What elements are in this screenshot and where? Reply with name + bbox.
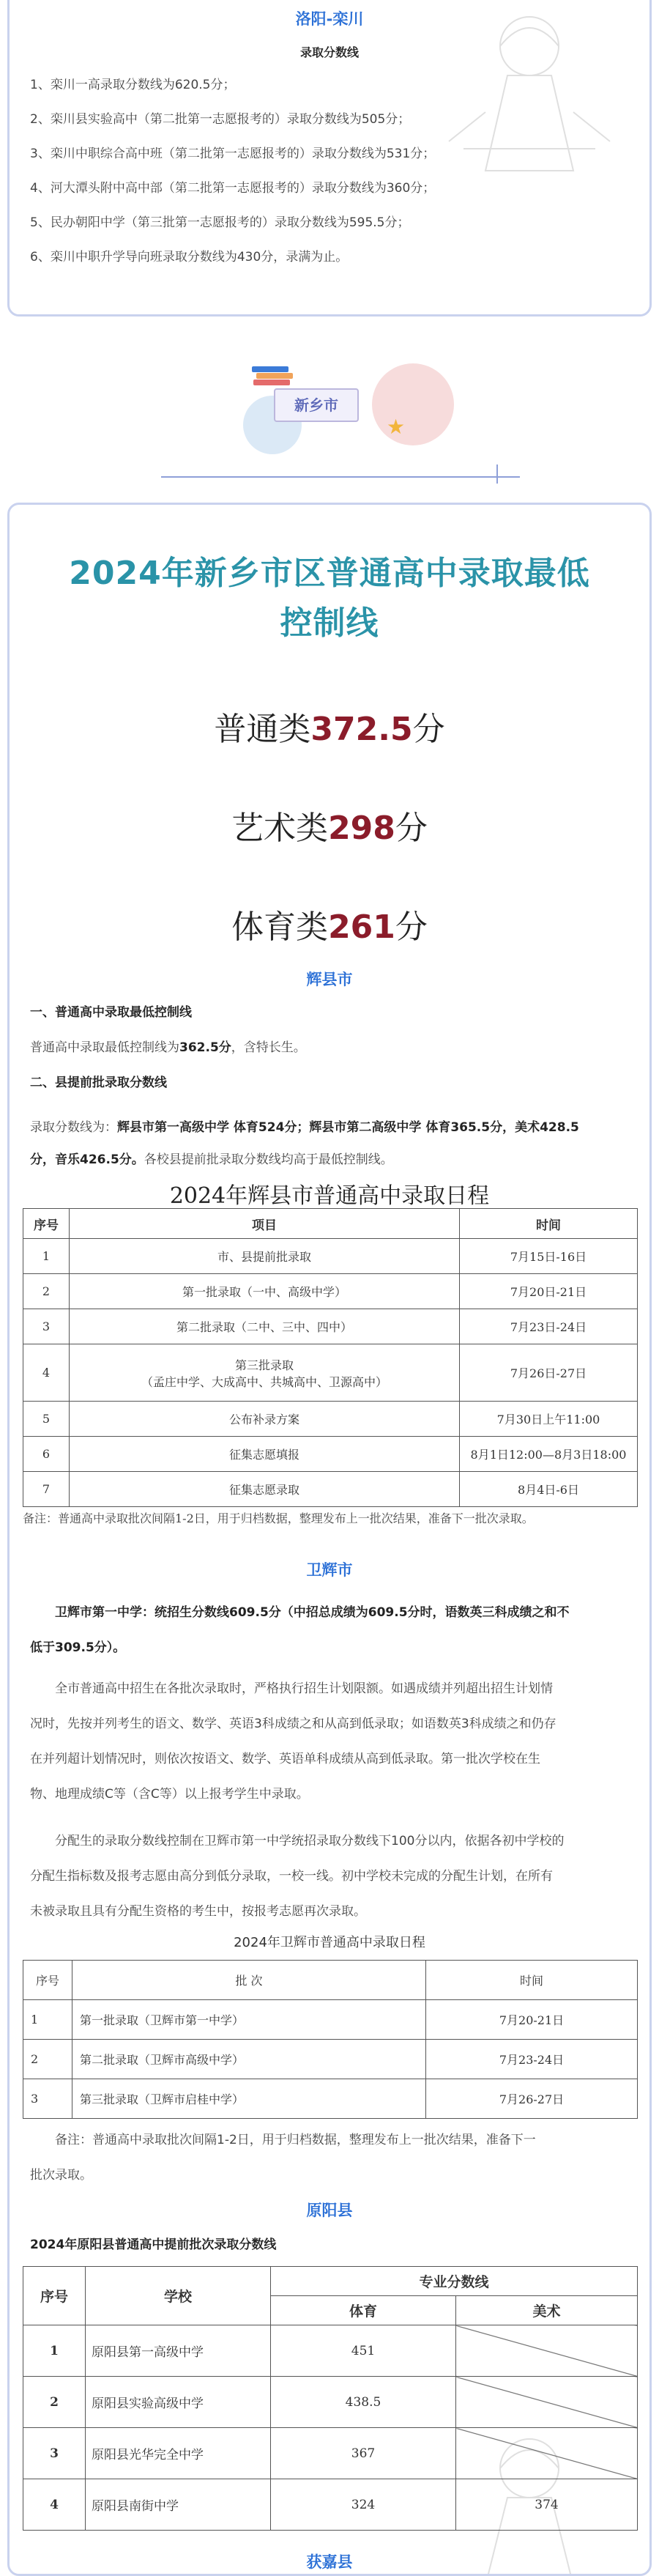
table-row: 3 原阳县光华完全中学 367 xyxy=(23,2428,638,2479)
table-row: 3 第二批录取（二中、三中、四中） 7月23日-24日 xyxy=(23,1309,638,1344)
weihui-para-2: 全市普通高中招生在各批次录取时，严格执行招生计划限额。如遇成绩并列超出招生计划情 况时，先按并列考生的语文、数学、英语3科成绩之和从高到低录取；如语数英3科成绩之和仍存 在并列超计划情况时，则依次按语文、数学、英语单科成绩从高到低录取。第一批次学校在生 物、地理成绩C等（含C等）以上报考学生中录取。 xyxy=(30,1681,556,1802)
table-header: 序号 xyxy=(23,2267,86,2325)
weihui-note: 备注：普通高中录取批次间隔1-2日，用于归档数据，整理发布上一批次结果，准备下一 批次录取。 xyxy=(30,2133,536,2183)
table-header: 体育 xyxy=(271,2296,456,2325)
page-title-line2: 控制线 xyxy=(280,604,379,642)
table-header: 时间 xyxy=(426,1961,638,2000)
table-row: 2 原阳县实验高级中学 438.5 xyxy=(23,2377,638,2428)
section-banner xyxy=(0,358,659,497)
table-header: 序号 xyxy=(23,1209,70,1239)
weihui-table-title: 2024年卫辉市普通高中录取日程 xyxy=(234,1935,425,1950)
table-header: 美术 xyxy=(456,2296,638,2325)
table-row: 1 第一批录取（卫辉市第一中学） 7月20-21日 xyxy=(23,2000,638,2040)
huixian-title: 辉县市 xyxy=(306,971,353,988)
weihui-title: 卫辉市 xyxy=(306,1561,353,1579)
score-list xyxy=(10,77,649,284)
banner-label-box xyxy=(274,388,359,422)
banner-label: 新乡市 xyxy=(294,396,338,414)
list-item: 3、栾川中职综合高中班（第二批第一志愿报考的）录取分数线为531分； xyxy=(30,147,436,161)
list-item: 5、民办朝阳中学（第三批第一志愿报考的）录取分数线为595.5分； xyxy=(30,215,410,230)
table-row: 3 第三批录取（卫辉市启桂中学） 7月26-27日 xyxy=(23,2079,638,2119)
star-icon: ★ xyxy=(387,415,406,439)
table-header: 学校 xyxy=(86,2267,271,2325)
huixian-heading-1: 一、普通高中录取最低控制线 xyxy=(30,1005,192,1020)
xinxiang-card xyxy=(7,503,652,2576)
weihui-para-1: 卫辉市第一中学：统招生分数线609.5分（中招总成绩为609.5分时，语数英三科成绩之和不 低于309.5分）。 xyxy=(30,1605,570,1655)
table-row: 4 原阳县南街中学 324 374 xyxy=(23,2479,638,2531)
table-header: 专业分数线 xyxy=(271,2267,638,2296)
table-row: 6 征集志愿填报 8月1日12:00—8月3日18:00 xyxy=(23,1437,638,1472)
huixian-para-1: 普通高中录取最低控制线为362.5分，含特长生。 xyxy=(30,1040,306,1055)
empty-cell-diagonal xyxy=(456,2377,638,2428)
region-title: 洛阳-栾川 xyxy=(295,10,364,28)
divider-tick xyxy=(496,465,498,484)
list-item: 4、河大潭头附中高中部（第二批第一志愿报考的）录取分数线为360分； xyxy=(30,181,436,196)
section-label: 录取分数线 xyxy=(299,45,359,59)
divider-line xyxy=(161,476,520,478)
score-sports: 体育类261分 xyxy=(231,908,428,946)
table-header: 批 次 xyxy=(72,1961,426,2000)
empty-cell-diagonal xyxy=(456,2325,638,2377)
yuanyang-subtitle: 2024年原阳县普通高中提前批次录取分数线 xyxy=(30,2238,277,2252)
table-row: 5 公布补录方案 7月30日上午11:00 xyxy=(23,1402,638,1437)
table-header: 项目 xyxy=(70,1209,460,1239)
table-row: 4 第三批录取 （孟庄中学、大成高中、共城高中、卫源高中） 7月26日-27日 xyxy=(23,1344,638,1402)
huixian-para-2: 录取分数线为：辉县市第一高级中学 体育524分；辉县市第二高级中学 体育365.5分，美术428.5 分，音乐426.5分。各校县提前批录取分数线均高于最低控制线。 xyxy=(30,1120,579,1167)
books-icon xyxy=(252,366,294,388)
page-title-line1: 2024年新乡市区普通高中录取最低 xyxy=(69,555,590,592)
table-row: 1 市、县提前批录取 7月15日-16日 xyxy=(23,1239,638,1274)
huixian-table-title: 2024年辉县市普通高中录取日程 xyxy=(169,1183,490,1209)
page-title xyxy=(10,549,649,648)
huixian-schedule-table xyxy=(23,1208,638,1507)
list-item: 1、栾川一高录取分数线为620.5分； xyxy=(30,78,236,92)
table-row: 7 征集志愿录取 8月4日-6日 xyxy=(23,1472,638,1507)
yuanyang-title: 原阳县 xyxy=(306,2202,353,2219)
list-item: 2、栾川县实验高中（第二批第一志愿报考的）录取分数线为505分； xyxy=(30,112,411,127)
score-art: 艺术类298分 xyxy=(231,810,428,847)
table-row: 2 第二批录取（卫辉市高级中学） 7月23-24日 xyxy=(23,2040,638,2079)
table-header: 序号 xyxy=(23,1961,72,2000)
score-general: 普通类372.5分 xyxy=(214,711,445,748)
luanchuan-card xyxy=(7,0,652,317)
list-item: 6、栾川中职升学导向班录取分数线为430分，录满为止。 xyxy=(30,250,349,264)
table-header: 时间 xyxy=(460,1209,638,1239)
table-row: 1 原阳县第一高级中学 451 xyxy=(23,2325,638,2377)
weihui-para-3: 分配生的录取分数线控制在卫辉市第一中学统招录取分数线下100分以内，依据各初中学校的 分配生指标数及报考志愿由高分到低分录取，一校一线。初中学校未完成的分配生计划，在所有 未被录取且具有分配生资格的考生中，按报考志愿再次录取。 xyxy=(30,1834,565,1919)
decor-circle-pink xyxy=(372,363,454,445)
weihui-schedule-table xyxy=(23,1960,638,2119)
huojia-title: 获嘉县 xyxy=(306,2553,353,2571)
huixian-heading-2: 二、县提前批录取分数线 xyxy=(30,1076,167,1090)
huixian-note: 备注：普通高中录取批次间隔1-2日，用于归档数据，整理发布上一批次结果，准备下一批次录取。 xyxy=(23,1511,534,1525)
table-row: 2 第一批录取（一中、高级中学） 7月20日-21日 xyxy=(23,1274,638,1309)
